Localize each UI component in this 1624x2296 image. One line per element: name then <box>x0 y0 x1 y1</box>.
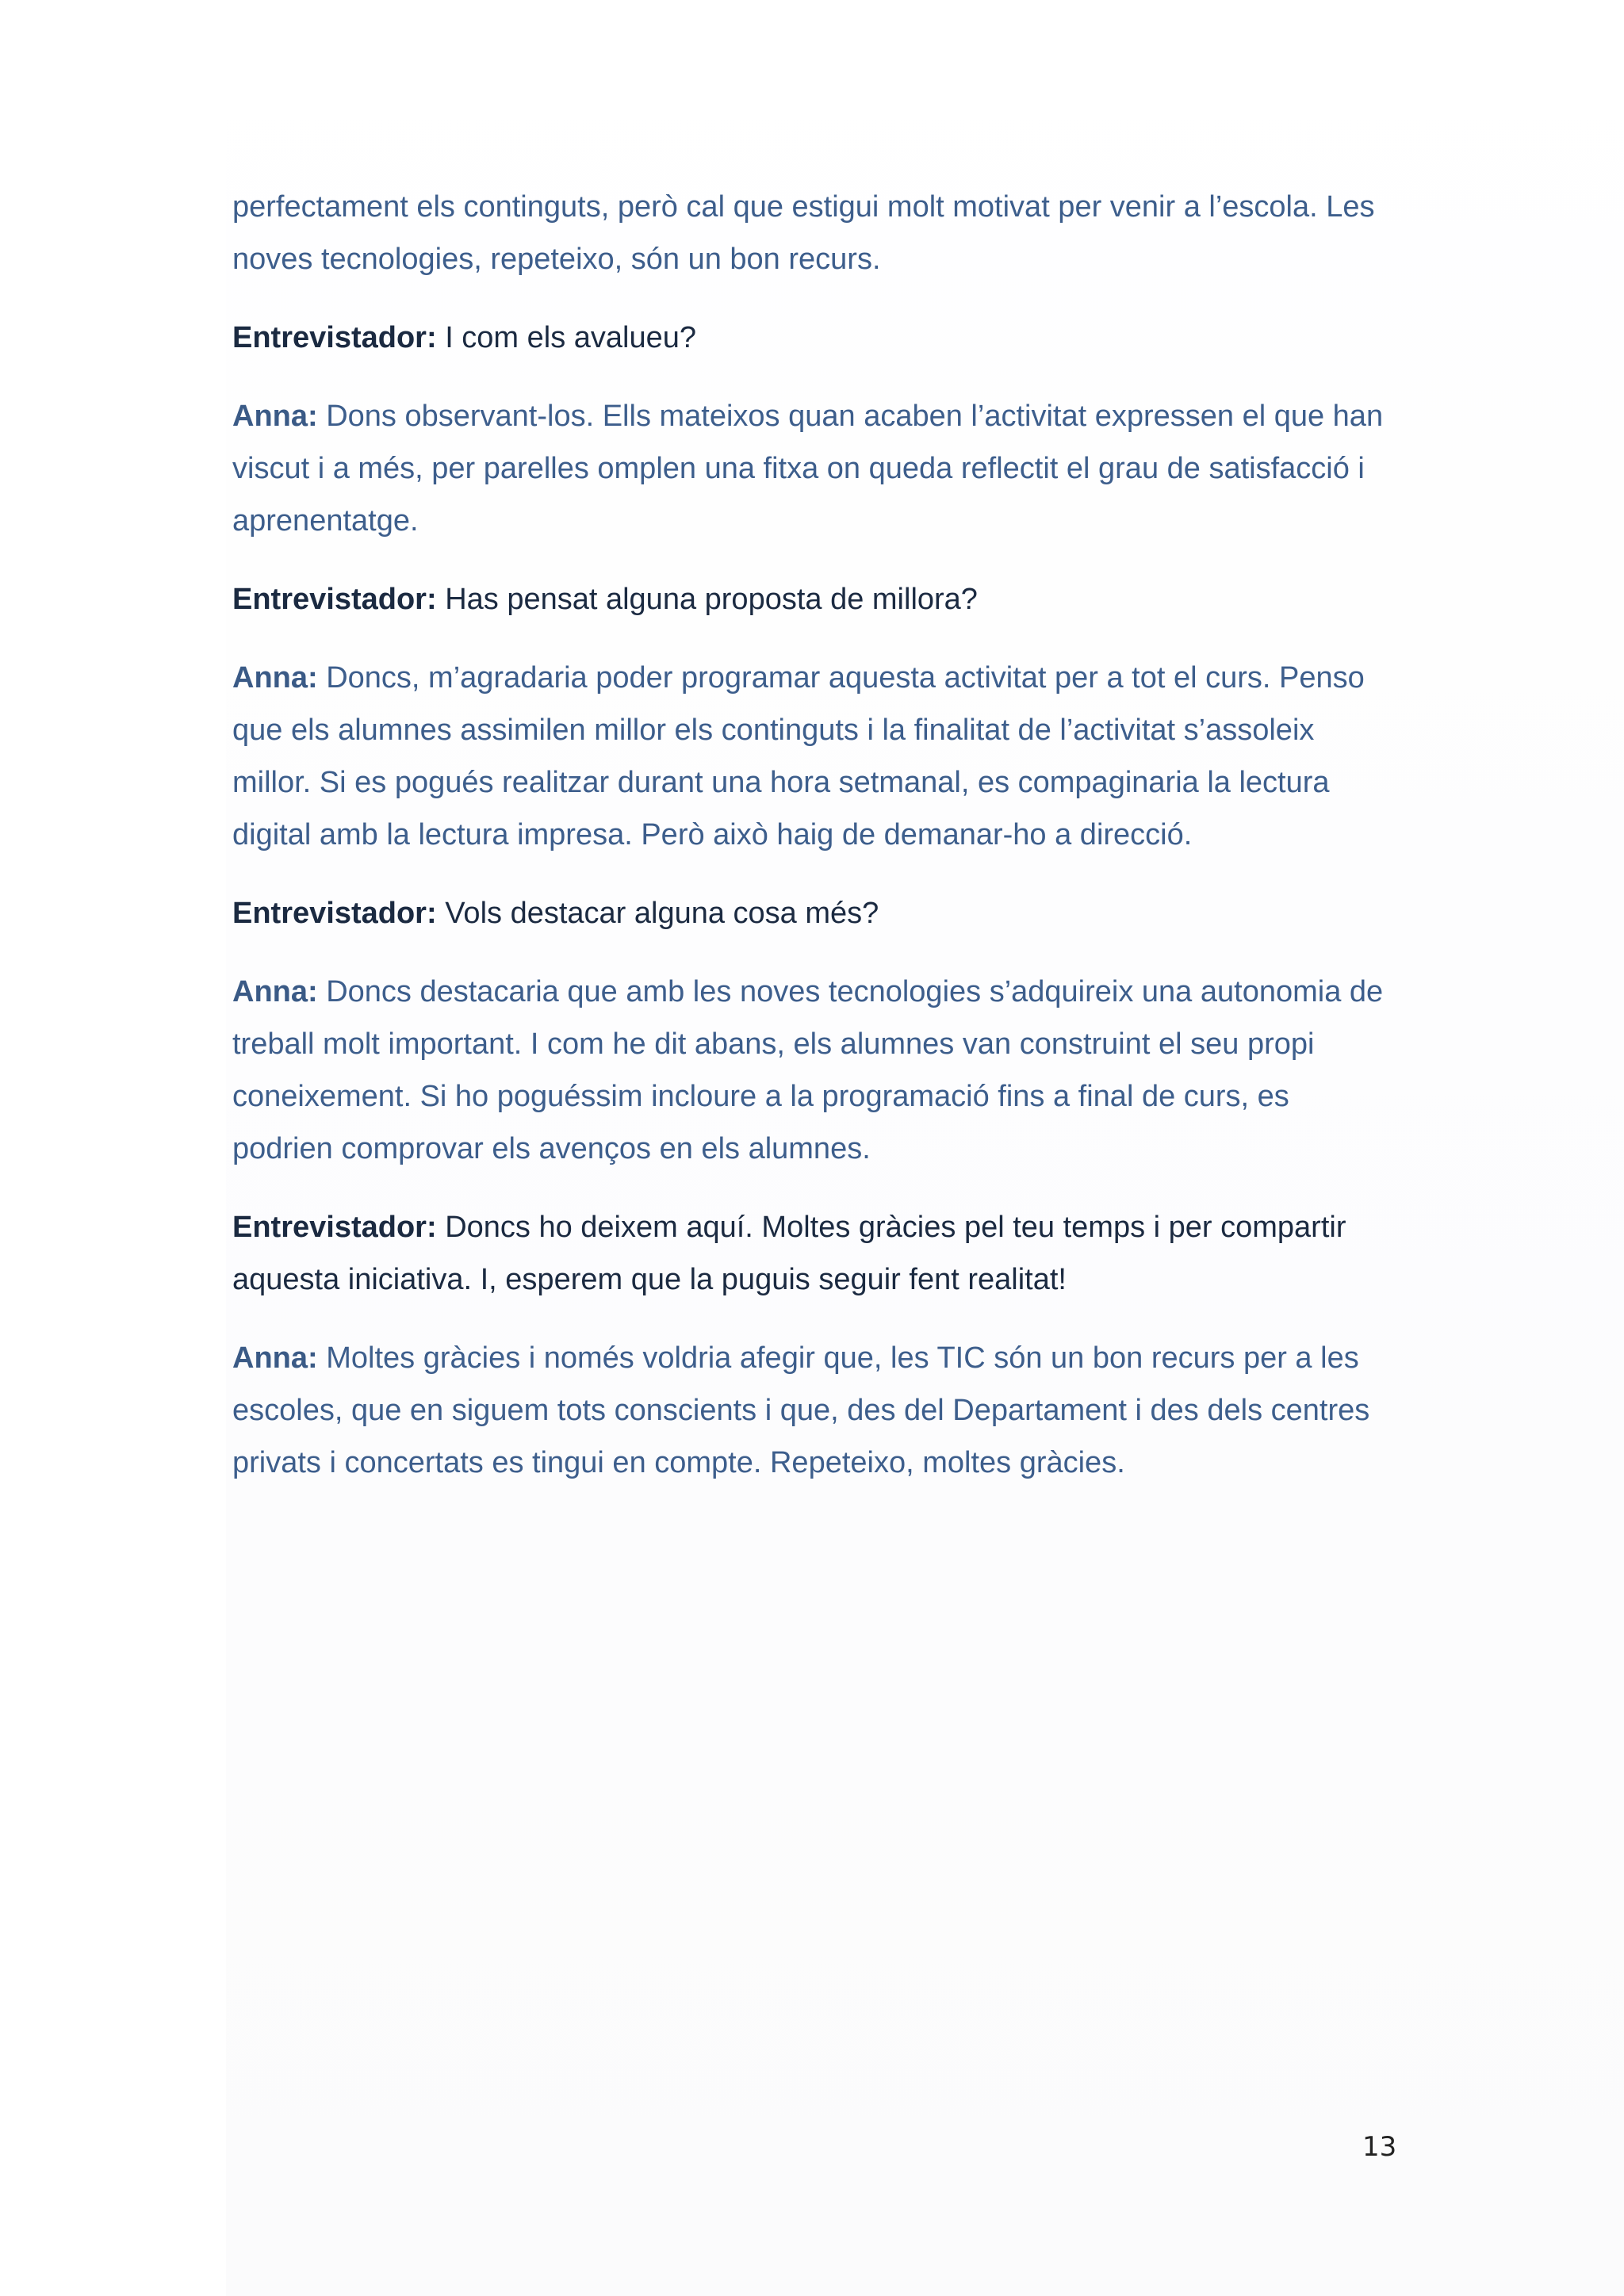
interview-transcript <box>232 181 1398 1515</box>
transcript-paragraph <box>232 966 1398 1175</box>
transcript-paragraph <box>232 573 1398 626</box>
paragraph-text: Dons observant-los. Ells mateixos quan acaben l’activitat expressen el que han viscut i a més, per parelles omplen una fitxa on queda reflectit el grau de satisfacció i aprenentatge. <box>232 400 1384 538</box>
paragraph-text: Doncs ho deixem aquí. Moltes gràcies pel teu temps i per compartir aquesta iniciativa. I, esperem que la puguis seguir fent realitat! <box>232 1211 1346 1296</box>
paragraph-text: I com els avalueu? <box>445 321 697 354</box>
speaker-label: Anna: <box>232 1341 318 1375</box>
speaker-label: Entrevistador: <box>232 1211 437 1244</box>
paragraph-text: Doncs, m’agradaria poder programar aquesta activitat per a tot el curs. Penso que els alumnes assimilen millor els continguts i la finalitat de l’activitat s’assoleix millor. Si es pogués realitzar durant una hora setmanal, es compaginaria la lectura digital amb la lectura impresa. Però això haig de demanar-ho a direcció. <box>232 661 1365 851</box>
transcript-paragraph <box>232 652 1398 861</box>
paragraph-text: perfectament els continguts, però cal que estigui molt motivat per venir a l’escola. Les noves tecnologies, repeteixo, són un bon recurs. <box>232 190 1375 276</box>
page-number: 13 <box>1362 2131 1397 2163</box>
transcript-paragraph <box>232 1201 1398 1306</box>
speaker-label: Anna: <box>232 400 318 433</box>
transcript-paragraph <box>232 312 1398 364</box>
transcript-paragraph <box>232 1332 1398 1489</box>
transcript-paragraph <box>232 887 1398 939</box>
paragraph-text: Vols destacar alguna cosa més? <box>445 897 879 930</box>
speaker-label: Anna: <box>232 661 318 695</box>
paragraph-text: Doncs destacaria que amb les noves tecnologies s’adquireix una autonomia de treball molt important. I com he dit abans, els alumnes van construint el seu propi coneixement. Si ho poguéssim incloure a la programació fins a final de curs, es podrien comprovar els avenços en els alumnes. <box>232 975 1384 1165</box>
transcript-paragraph <box>232 181 1398 285</box>
speaker-label: Entrevistador: <box>232 583 437 616</box>
paragraph-text: Has pensat alguna proposta de millora? <box>445 583 978 616</box>
speaker-label: Entrevistador: <box>232 321 437 354</box>
speaker-label: Anna: <box>232 975 318 1008</box>
speaker-label: Entrevistador: <box>232 897 437 930</box>
transcript-paragraph <box>232 390 1398 547</box>
paragraph-text: Moltes gràcies i només voldria afegir que, les TIC són un bon recurs per a les escoles, que en siguem tots conscients i que, des del Departament i des dels centres privats i concertats es tingui en compte. Repeteixo, moltes gràcies. <box>232 1341 1370 1479</box>
